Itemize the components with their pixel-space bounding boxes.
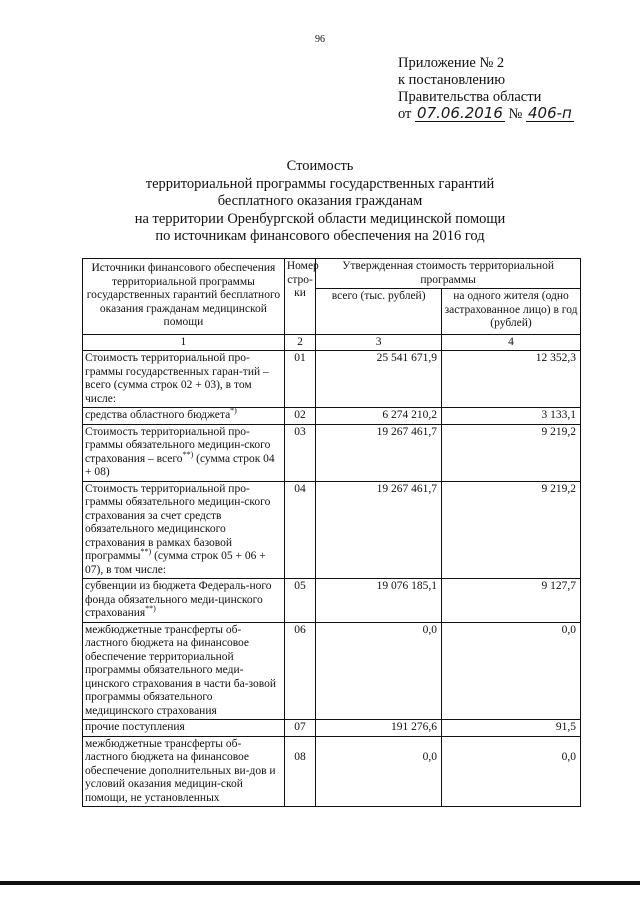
handwritten-number: 406-п	[528, 104, 572, 122]
header-sources: Источники финансового обеспечения территориальной программы государственных гарантий бесплатного оказания гражданам медицинской помощи	[83, 259, 285, 335]
row-line-number: 04	[284, 481, 315, 579]
row-source: прочие поступления	[83, 720, 285, 737]
row-line-number: 06	[284, 622, 315, 720]
row-line-number: 02	[284, 408, 315, 425]
row-total: 191 276,6	[316, 720, 442, 737]
row-line-number: 03	[284, 424, 315, 481]
table-row	[83, 481, 581, 579]
row-source: межбюджетные трансферты об-ластного бюджета на финансовое обеспечение дополнительных ви-дов и условий оказания медицин-ской помощи, не установленных	[83, 736, 285, 807]
header-per-resident: на одного жителя (одно застрахованное лицо) в год (рублей)	[442, 289, 581, 335]
appendix-date-number	[398, 106, 574, 123]
row-source: средства областного бюджета*)	[83, 408, 285, 425]
title-line-1: Стоимость	[286, 158, 354, 174]
header-line-number: Номер стро-ки	[284, 259, 315, 335]
row-total: 19 267 461,7	[316, 424, 442, 481]
table-row	[83, 579, 581, 623]
row-source: Стоимость территориальной про-граммы государственных гаран-тий – всего (сумма строк 02 + 03), в том числе:	[83, 351, 285, 408]
title-line-5: по источникам финансового обеспечения на 2016 год	[155, 228, 485, 244]
title-line-2: территориальной программы государственных гарантий	[145, 175, 495, 192]
table-row	[83, 408, 581, 425]
row-source: межбюджетные трансферты об-ластного бюджета на финансовое обеспечение территориальной программы обязательного меди-цинского страхования в части ба-зовой программы обязательного медицинского страхования	[83, 622, 285, 720]
row-per-resident: 91,5	[442, 720, 581, 737]
row-total: 25 541 671,9	[316, 351, 442, 408]
column-numbers-row	[83, 334, 581, 351]
row-per-resident: 9 219,2	[442, 481, 581, 579]
table-row	[83, 622, 581, 720]
row-per-resident: 9 127,7	[442, 579, 581, 623]
table-row	[83, 424, 581, 481]
column-number: 4	[442, 334, 581, 351]
row-total: 0,0	[316, 736, 442, 807]
appendix-authority: Правительства области	[398, 89, 542, 105]
row-source: Стоимость территориальной про-граммы обязательного медицин-ского страхования за счет средств обязательного медицинского страхования в рамках базовой программы**) (сумма строк 05 + 06 + 07), в том числе:	[83, 481, 285, 579]
date-prefix: от	[398, 106, 412, 122]
column-number: 1	[83, 334, 285, 351]
row-source: Стоимость территориальной про-граммы обязательного медицин-ского страхования – всего**) (сумма строк 04 + 08)	[83, 424, 285, 481]
title-line-3: бесплатного оказания гражданам	[217, 193, 423, 209]
row-per-resident: 12 352,3	[442, 351, 581, 408]
column-number: 3	[316, 334, 442, 351]
table-row	[83, 736, 581, 807]
row-total: 19 076 185,1	[316, 579, 442, 623]
row-total: 6 274 210,2	[316, 408, 442, 425]
row-line-number: 05	[284, 579, 315, 623]
title-line-4: на территории Оренбургской области медицинской помощи	[134, 210, 506, 227]
row-line-number: 08	[284, 736, 315, 807]
row-line-number: 07	[284, 720, 315, 737]
table-row	[83, 351, 581, 408]
bottom-rule	[0, 881, 640, 885]
handwritten-date: 07.06.2016	[417, 104, 503, 122]
row-line-number: 01	[284, 351, 315, 408]
page-number: 96	[315, 34, 325, 45]
table-row	[83, 720, 581, 737]
row-total: 19 267 461,7	[316, 481, 442, 579]
row-per-resident: 0,0	[442, 622, 581, 720]
header-row-1	[83, 259, 581, 289]
appendix-reference: к постановлению	[398, 72, 506, 88]
header-total: всего (тыс. рублей)	[316, 289, 442, 335]
column-number: 2	[284, 334, 315, 351]
row-total: 0,0	[316, 622, 442, 720]
appendix-block	[398, 55, 574, 123]
document-title	[0, 158, 640, 246]
row-source: субвенции из бюджета Федераль-ного фонда обязательного меди-цинского страхования**)	[83, 579, 285, 623]
header-approved-cost: Утвержденная стоимость территориальной программы	[316, 259, 581, 289]
row-per-resident: 0,0	[442, 736, 581, 807]
row-per-resident: 3 133,1	[442, 408, 581, 425]
number-prefix: №	[508, 106, 523, 122]
appendix-title: Приложение № 2	[398, 55, 505, 71]
funding-sources-table	[82, 258, 581, 807]
row-per-resident: 9 219,2	[442, 424, 581, 481]
